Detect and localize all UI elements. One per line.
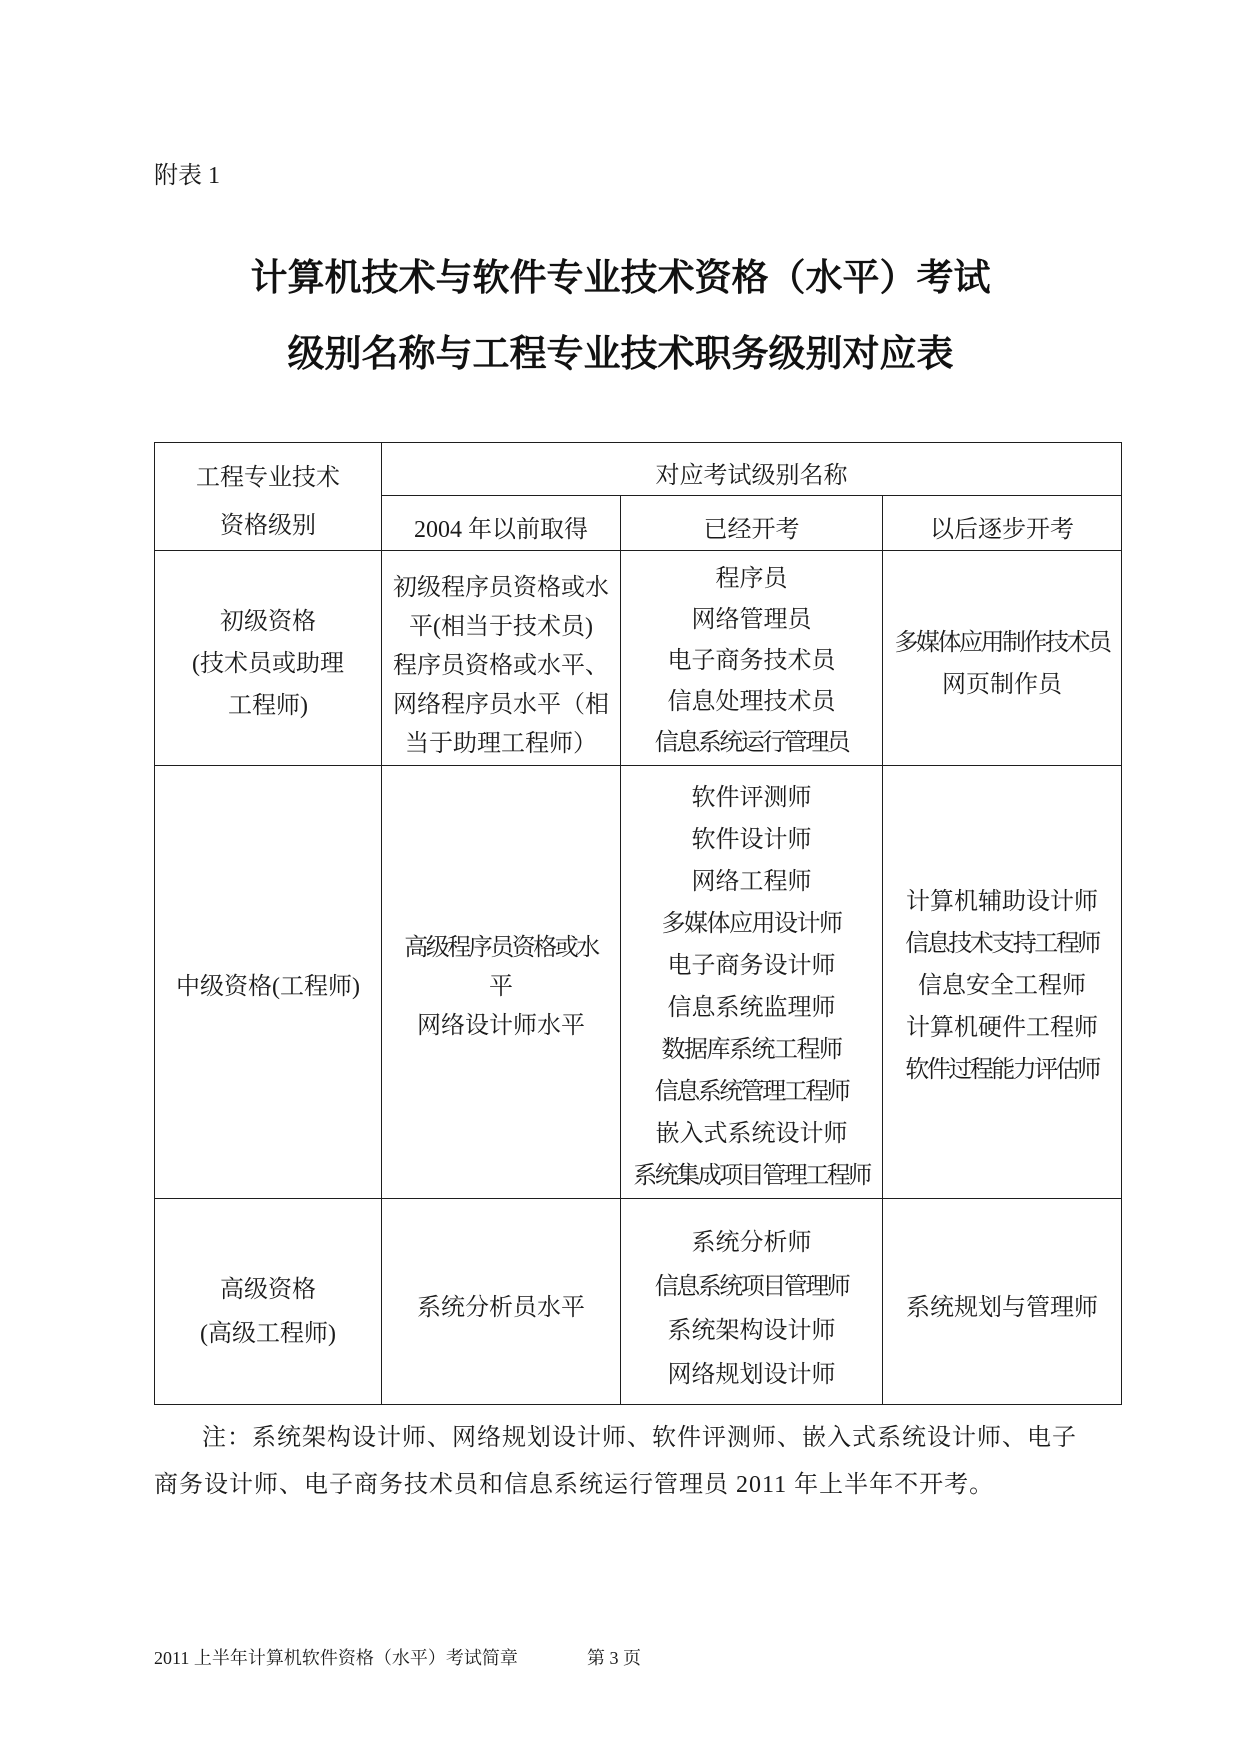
exam-name: 软件设计师 xyxy=(691,827,812,853)
header-exam-group-cell xyxy=(382,443,1122,496)
exam-name: 信息安全工程师 xyxy=(918,973,1086,999)
junior-before-2004-cell xyxy=(382,551,621,766)
title-line-2: 级别名称与工程专业技术职务级别对应表 xyxy=(287,332,954,375)
junior-level-cell xyxy=(155,551,382,766)
table-row-intermediate xyxy=(155,766,1122,1199)
header-already-open-cell xyxy=(621,495,883,550)
header-level-cell xyxy=(155,443,382,551)
qualification-line: 系统分析员水平 xyxy=(417,1295,585,1321)
exam-name: 多媒体应用制作技术员 xyxy=(894,630,1110,656)
qualification-line: 平(相当于技术员) xyxy=(409,614,593,640)
exam-name: 软件过程能力评估师 xyxy=(905,1057,1099,1083)
senior-to-open-later-cell xyxy=(883,1199,1122,1405)
table-row-senior xyxy=(155,1199,1122,1405)
senior-level-cell xyxy=(155,1199,382,1405)
level-line: 初级资格 xyxy=(220,609,316,635)
exam-name: 程序员 xyxy=(715,566,788,592)
exam-name: 计算机辅助设计师 xyxy=(906,889,1098,915)
header-level-line: 资格级别 xyxy=(220,513,316,539)
exam-name: 网页制作员 xyxy=(942,672,1062,698)
level-line: (高级工程师) xyxy=(200,1321,336,1347)
page-footer xyxy=(154,1647,854,1669)
junior-already-open-cell xyxy=(621,551,883,766)
footnote-line: 注：系统架构设计师、网络规划设计师、软件评测师、嵌入式系统设计师、电子 xyxy=(202,1425,1077,1451)
exam-name: 嵌入式系统设计师 xyxy=(655,1121,848,1147)
header-to-open-later-cell xyxy=(883,495,1122,550)
footnote-line: 商务设计师、电子商务技术员和信息系统运行管理员 2011 年上半年不开考。 xyxy=(154,1472,995,1498)
exam-name: 信息系统项目管理师 xyxy=(654,1274,849,1300)
level-line: 高级资格 xyxy=(220,1277,316,1303)
column-header: 以后逐步开考 xyxy=(930,516,1074,543)
exam-name: 信息系统管理工程师 xyxy=(654,1079,849,1105)
title-line-1: 计算机技术与软件专业技术资格（水平）考试 xyxy=(250,256,991,299)
qualification-line: 平 xyxy=(489,974,513,1000)
exam-name: 信息处理技术员 xyxy=(667,689,836,715)
qualification-line: 程序员资格或水平、 xyxy=(393,653,609,679)
exam-name: 计算机硬件工程师 xyxy=(906,1015,1098,1041)
exam-name: 系统集成项目管理工程师 xyxy=(633,1163,870,1189)
exam-name: 软件评测师 xyxy=(691,785,812,811)
table-header-row xyxy=(155,443,1122,496)
junior-to-open-later-cell xyxy=(883,551,1122,766)
senior-before-2004-cell xyxy=(382,1199,621,1405)
header-before-2004-cell xyxy=(382,495,621,550)
qualification-line: 网络程序员水平（相 xyxy=(393,692,609,718)
column-header: 已经开考 xyxy=(703,516,800,543)
qualification-line: 高级程序员资格或水 xyxy=(404,935,598,961)
header-level-line: 工程专业技术 xyxy=(196,465,340,491)
footer-page-number: 第 3 页 xyxy=(587,1648,641,1668)
exam-name: 网络规划设计师 xyxy=(667,1362,836,1388)
header-exam-group-label: 对应考试级别名称 xyxy=(655,463,848,489)
intermediate-level-cell xyxy=(155,766,382,1199)
senior-already-open-cell xyxy=(621,1199,883,1405)
exam-name: 系统分析师 xyxy=(691,1230,812,1256)
exam-name: 多媒体应用设计师 xyxy=(661,911,842,937)
footnote xyxy=(154,1415,1077,1509)
table-row-junior xyxy=(155,551,1122,766)
exam-name: 电子商务设计师 xyxy=(667,953,836,979)
exam-name: 数据库系统工程师 xyxy=(661,1037,842,1063)
exam-name: 信息技术支持工程师 xyxy=(905,931,1099,957)
column-header: 2004 年以前取得 xyxy=(414,516,588,543)
level-line: 中级资格(工程师) xyxy=(176,974,360,1000)
qualification-table xyxy=(154,442,1122,1405)
intermediate-already-open-cell xyxy=(621,766,883,1199)
qualification-line: 初级程序员资格或水 xyxy=(393,575,609,601)
exam-name: 信息系统运行管理员 xyxy=(654,730,849,756)
footer-doc-title: 2011 上半年计算机软件资格（水平）考试简章 xyxy=(154,1648,518,1668)
attachment-label: 附表 1 xyxy=(154,163,220,189)
exam-name: 网络工程师 xyxy=(691,869,812,895)
level-line: (技术员或助理 xyxy=(192,651,344,677)
intermediate-to-open-later-cell xyxy=(883,766,1122,1199)
level-line: 工程师) xyxy=(228,693,308,719)
exam-name: 电子商务技术员 xyxy=(667,648,836,674)
qualification-line: 当于助理工程师） xyxy=(405,731,597,757)
intermediate-before-2004-cell xyxy=(382,766,621,1199)
document-title xyxy=(0,240,1241,392)
exam-name: 系统架构设计师 xyxy=(667,1318,836,1344)
qualification-line: 网络设计师水平 xyxy=(417,1013,585,1039)
exam-name: 信息系统监理师 xyxy=(667,995,836,1021)
exam-name: 网络管理员 xyxy=(691,607,812,633)
exam-name: 系统规划与管理师 xyxy=(906,1295,1098,1321)
